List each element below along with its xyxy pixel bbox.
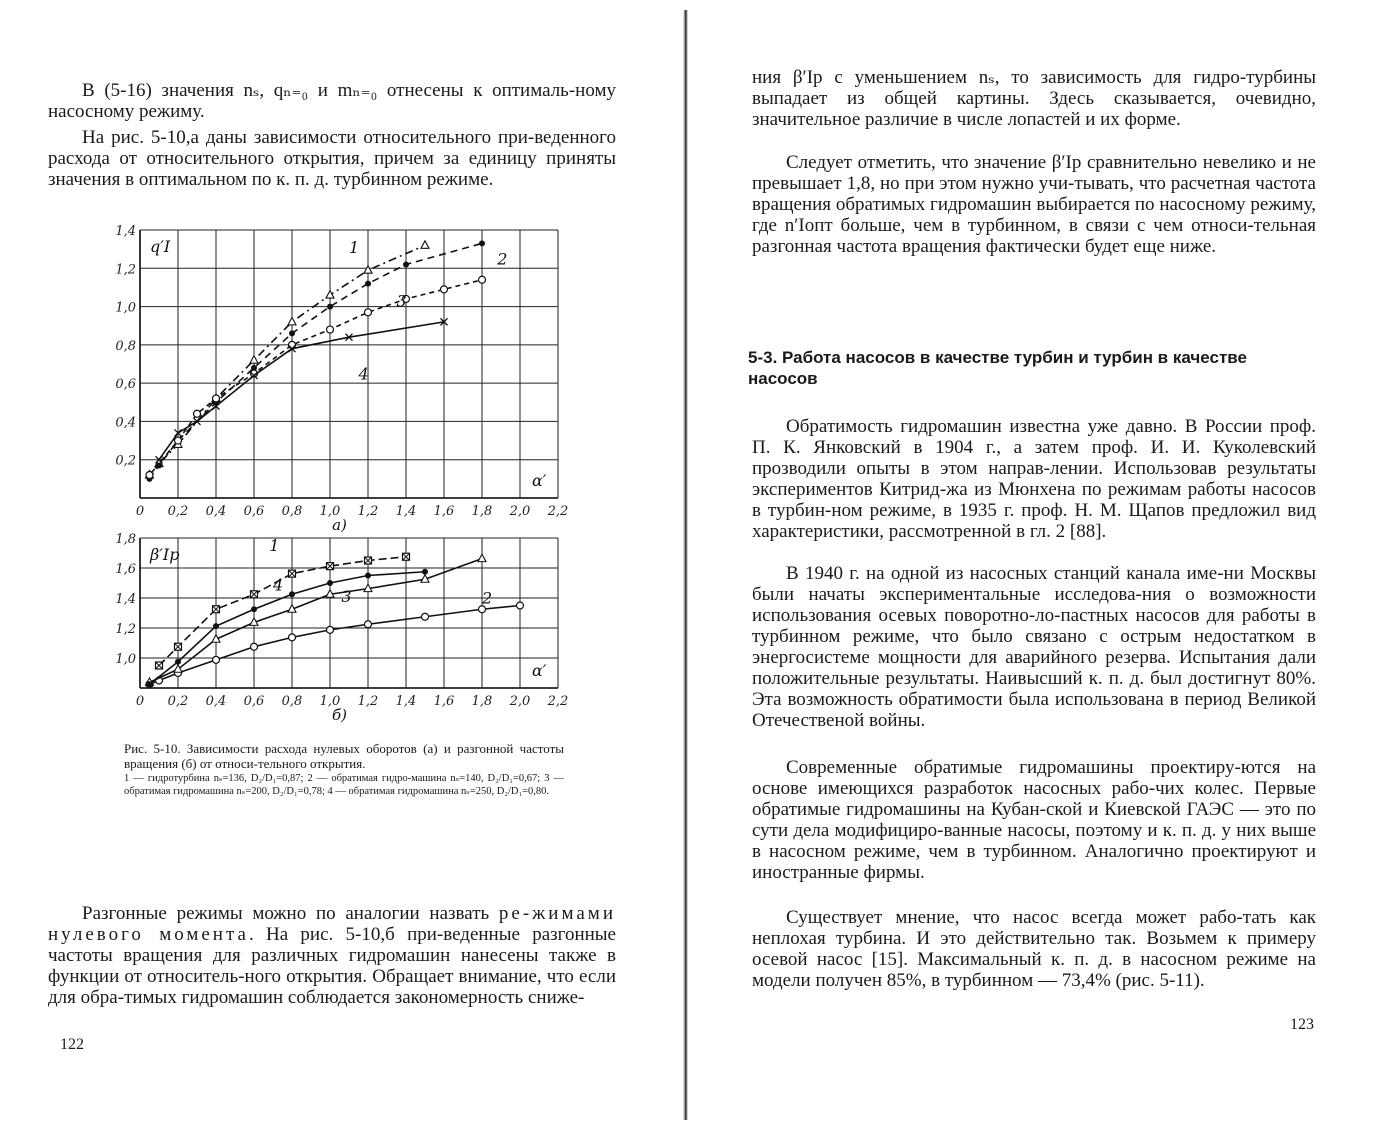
data-point bbox=[147, 681, 153, 687]
y-tick-label: 0,8 bbox=[115, 338, 136, 354]
data-point bbox=[289, 634, 296, 641]
data-point bbox=[327, 304, 333, 310]
data-point bbox=[289, 341, 296, 348]
x-tick-label: 0,6 bbox=[243, 694, 265, 709]
x-tick-label: 0,8 bbox=[281, 504, 303, 519]
y-tick-label: 1,8 bbox=[115, 532, 136, 547]
right-paragraph-3: Обратимость гидромашин известна уже давно. В России проф. П. К. Янковский в 1904 г., а затем проф. И. И. Куколевский прозводили опыты в этом направ-лении. Использовав результаты экспериментов Китрид-жа из Мюнхена по режимам работы насосов в турбин-ном режиме, в 1935 г. проф. Н. М. Щапов предложил вид характеристики, рассмотренной в гл. 2 [88]. bbox=[752, 416, 1316, 542]
x-tick-label: 1,4 bbox=[395, 694, 417, 709]
right-paragraph-4: В 1940 г. на одной из насосных станций канала име-ни Москвы были начаты экспериментальные исследова-ния о возможности использования осевых поворотно-ло-пастных насосов для работы в турбинном режиме, что было связано с острым недостатком в энергосистеме мощности для аварийного резерва. Испытания дали положительные результаты. Наивысший к. п. д. был достигнут 80%. Эта возможность обратимости была использована в период Великой Отечественой войны. bbox=[752, 563, 1316, 731]
data-point bbox=[479, 276, 486, 283]
data-point bbox=[327, 580, 333, 586]
data-point bbox=[213, 623, 219, 629]
data-point bbox=[479, 240, 485, 246]
x-tick-label: 2,2 bbox=[547, 504, 569, 519]
series-label-2: 2 bbox=[497, 249, 508, 269]
data-point bbox=[175, 437, 182, 444]
x-axis-label: α′ bbox=[532, 471, 547, 490]
data-point bbox=[365, 621, 372, 628]
x-tick-label: 1,2 bbox=[357, 694, 379, 709]
series-line-1 bbox=[150, 245, 426, 475]
y-tick-label: 0,6 bbox=[115, 377, 136, 393]
x-tick-label: 0,8 bbox=[281, 694, 303, 709]
x-tick-label: 1,8 bbox=[471, 694, 493, 709]
data-point bbox=[364, 266, 372, 274]
x-tick-label: 2,2 bbox=[547, 694, 569, 709]
series-line-2 bbox=[150, 606, 521, 685]
x-tick-label: 0,6 bbox=[243, 504, 265, 519]
caption-main: Рис. 5-10. Зависимости расхода нулевых оборотов (а) и разгонной частоты вращения (б) от относи-тельного открытия. bbox=[124, 741, 564, 771]
x-tick-label: 1,2 bbox=[357, 504, 379, 519]
y-tick-label: 1,0 bbox=[115, 300, 136, 316]
data-point bbox=[327, 326, 334, 333]
x-tick-label: 0 bbox=[135, 694, 145, 709]
y-axis-label: β′Iр bbox=[150, 545, 180, 564]
series-line-2 bbox=[150, 243, 483, 478]
series-label-2: 2 bbox=[482, 588, 493, 608]
x-tick-label: 0,4 bbox=[205, 694, 227, 709]
series-line-4 bbox=[159, 322, 444, 460]
x-tick-label: 0 bbox=[135, 504, 145, 519]
x-tick-label: 1,0 bbox=[319, 504, 341, 519]
x-tick-label: 2,0 bbox=[509, 694, 531, 709]
data-point bbox=[421, 241, 429, 249]
section-heading: 5-3. Работа насосов в качестве турбин и турбин в качестве насосов bbox=[748, 348, 1247, 388]
page-number-left: 122 bbox=[60, 1036, 84, 1053]
y-tick-label: 1,2 bbox=[115, 262, 136, 278]
book-spine bbox=[683, 10, 688, 1120]
data-point bbox=[289, 591, 295, 597]
y-tick-label: 1,2 bbox=[115, 622, 136, 637]
data-point bbox=[365, 309, 372, 316]
data-point bbox=[174, 665, 182, 673]
data-point bbox=[250, 356, 258, 364]
right-paragraph-6: Существует мнение, что насос всегда может рабо-тать как неплохая турбина. И это действительно так. Возьмем к примеру осевой насос [15]. Максимальный к. п. д. в насосном режиме на модели получен 85%, в турбинном — 73,4% (рис. 5-11). bbox=[752, 907, 1316, 991]
series-label-4: 4 bbox=[273, 575, 284, 595]
series-line-3 bbox=[150, 559, 483, 683]
figure-caption bbox=[124, 741, 564, 798]
series-label-3: 3 bbox=[341, 586, 352, 606]
y-axis-label: q′I bbox=[150, 237, 171, 256]
right-paragraph-2: Следует отметить, что значение β′Iр сравнительно невелико и не превышает 1,8, но при этом нужно учи-тывать, что расчетная частота вращения обратимых гидромашин выбирается по насосному режиму, где n′Iопт больше, чем в турбинном, в связи с чем относи-тельная разгонная частота вращения фактически будет еще ниже. bbox=[752, 152, 1316, 257]
data-point bbox=[422, 569, 428, 575]
series-label-4: 4 bbox=[358, 364, 369, 384]
y-tick-label: 0,2 bbox=[115, 453, 136, 469]
data-point bbox=[289, 330, 295, 336]
x-tick-label: 0,2 bbox=[167, 504, 189, 519]
x-tick-label: 1,0 bbox=[319, 694, 341, 709]
series-label-1: 1 bbox=[349, 237, 360, 257]
x-tick-label: 1,6 bbox=[433, 504, 455, 519]
data-point bbox=[422, 613, 429, 620]
data-point bbox=[478, 554, 486, 562]
figure-5-10-a bbox=[110, 220, 570, 532]
chart-panel-label: а) bbox=[332, 516, 347, 532]
para3-start: Разгонные режимы можно по аналогии назвать bbox=[82, 903, 499, 924]
x-axis-label: α′ bbox=[532, 661, 547, 680]
data-point bbox=[251, 643, 258, 650]
chart-panel-label: б) bbox=[331, 706, 348, 724]
y-tick-label: 1,4 bbox=[115, 224, 136, 239]
x-tick-label: 0,2 bbox=[167, 694, 189, 709]
data-point bbox=[326, 291, 334, 299]
left-page bbox=[0, 0, 680, 1125]
series-line-3 bbox=[150, 280, 483, 475]
data-point bbox=[327, 626, 334, 633]
right-page bbox=[690, 0, 1390, 1125]
caption-legend: 1 — гидротурбина nₛ=136, D₂/D₁=0,87; 2 — обратимая гидро-машина nₛ=140, D₂/D₁=0,67; 3 — обратимая гидромашина nₛ=200, D₂/D₁=0,78; 4 — обратимая гидромашина nₛ=250, D₂/D₁=0,80. bbox=[124, 773, 564, 797]
x-tick-label: 2,0 bbox=[509, 504, 531, 519]
x-tick-label: 1,4 bbox=[395, 504, 417, 519]
data-point bbox=[403, 261, 409, 267]
para3-rest: . На рис. 5-10,б при-веденные разгонные частоты вращения для различных гидромашин нанесены также в функции от относитель-ного открытия. Обращает внимание, что если для обра-тимых гидромашин соблюдается закономерность сниже- bbox=[48, 924, 616, 1008]
para3-term: ре-жимами нулевого момента bbox=[48, 903, 616, 945]
y-tick-label: 1,6 bbox=[115, 562, 136, 577]
data-point bbox=[146, 472, 153, 479]
data-point bbox=[441, 286, 448, 293]
data-point bbox=[251, 606, 257, 612]
x-tick-label: 1,8 bbox=[471, 504, 493, 519]
data-point bbox=[194, 410, 201, 417]
page-number-right: 123 bbox=[1290, 1016, 1314, 1033]
data-point bbox=[175, 659, 181, 665]
data-point bbox=[213, 395, 220, 402]
data-point bbox=[365, 281, 371, 287]
data-point bbox=[213, 656, 220, 663]
figure-5-10-b bbox=[110, 530, 570, 730]
series-label-3: 3 bbox=[396, 291, 407, 311]
series-label-1: 1 bbox=[269, 536, 280, 556]
left-paragraph-3 bbox=[48, 903, 616, 1008]
right-paragraph-1: ния β′Iр с уменьшением nₛ, то зависимость для гидро-турбины выпадает из общей картины. Здесь сказывается, очевидно, значительное различие в числе лопастей и их форме. bbox=[752, 67, 1316, 130]
left-paragraph-1: В (5-16) значения nₛ, qₙ₌₀ и mₙ₌₀ отнесены к оптималь-ному насосному режиму. bbox=[48, 80, 616, 122]
left-paragraph-2: На рис. 5-10,а даны зависимости относительного при-веденного расхода от относительного открытия, причем за единицу приняты значения в оптимальном по к. п. д. турбинном режиме. bbox=[48, 127, 616, 190]
data-point bbox=[288, 317, 296, 325]
x-tick-label: 1,6 bbox=[433, 694, 455, 709]
data-point bbox=[365, 573, 371, 579]
y-tick-label: 0,4 bbox=[115, 415, 136, 431]
right-paragraph-5: Современные обратимые гидромашины проектиру-ются на основе имеющихся разработок насосных рабо-чих колес. Первые обратимые гидромашины на Кубан-ской и Киевской ГАЭС — это по сути дела модифициро-ванные насосы, поэтому и к. п. д. у них выше в насосном режиме, чем в турбинном. Аналогично проектируют и иностранные фирмы. bbox=[752, 757, 1316, 883]
y-tick-label: 1,4 bbox=[115, 592, 136, 607]
x-tick-label: 0,4 bbox=[205, 504, 227, 519]
y-tick-label: 1,0 bbox=[115, 652, 136, 667]
data-point bbox=[517, 602, 524, 609]
